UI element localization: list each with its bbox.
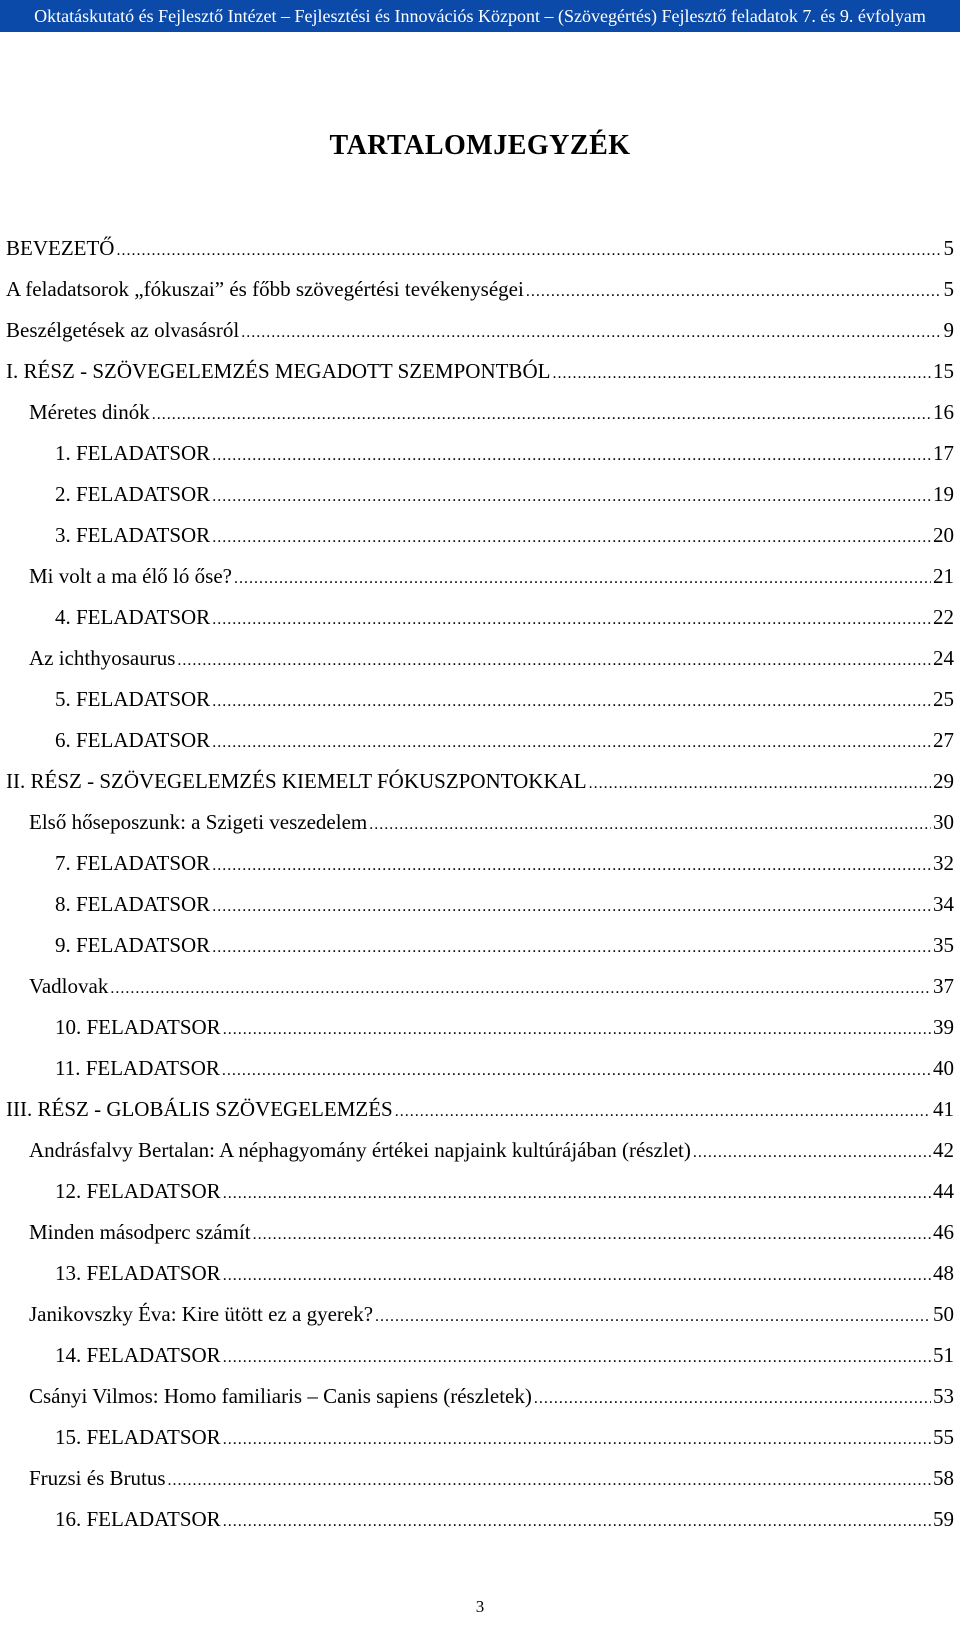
toc-entry[interactable] xyxy=(6,972,954,1013)
toc-entry-label: III. RÉSZ - GLOBÁLIS SZÖVEGELEMZÉS xyxy=(6,1097,393,1121)
toc-entry-label: Vadlovak xyxy=(29,974,109,998)
toc-dot-leader xyxy=(212,606,931,634)
toc-entry-label: Beszélgetések az olvasásról xyxy=(6,318,240,342)
toc-dot-leader xyxy=(552,360,931,388)
toc-entry[interactable] xyxy=(6,1505,954,1546)
toc-dot-leader xyxy=(212,442,931,470)
toc-entry[interactable] xyxy=(6,644,954,685)
toc-entry-label: 10. FELADATSOR xyxy=(55,1015,221,1039)
toc-entry-page: 20 xyxy=(933,523,954,547)
toc-entry-label: 11. FELADATSOR xyxy=(55,1056,220,1080)
toc-dot-leader xyxy=(223,1262,931,1290)
toc-entry[interactable] xyxy=(6,521,954,562)
toc-dot-leader xyxy=(222,1057,931,1085)
toc-entry-label: 14. FELADATSOR xyxy=(55,1343,221,1367)
toc-entry-label: Andrásfalvy Bertalan: A néphagyomány értékei napjaink kultúrájában (részlet) xyxy=(29,1138,691,1162)
toc-entry-label: 1. FELADATSOR xyxy=(55,441,211,465)
toc-entry[interactable] xyxy=(6,1013,954,1054)
toc-dot-leader xyxy=(152,401,931,429)
toc-entry-label: Az ichthyosaurus xyxy=(29,646,176,670)
toc-entry[interactable] xyxy=(6,439,954,480)
toc-entry-page: 22 xyxy=(933,605,954,629)
toc-entry[interactable] xyxy=(6,808,954,849)
toc-entry-label: Első hőseposzunk: a Szigeti veszedelem xyxy=(29,810,368,834)
toc-entry-page: 16 xyxy=(933,400,954,424)
toc-entry-label: 3. FELADATSOR xyxy=(55,523,211,547)
toc-entry[interactable] xyxy=(6,357,954,398)
toc-dot-leader xyxy=(241,319,941,347)
toc-entry-label: A feladatsorok „fókuszai” és főbb szövegértési tevékenységei xyxy=(6,277,524,301)
toc-entry[interactable] xyxy=(6,1136,954,1177)
toc-entry-page: 21 xyxy=(933,564,954,588)
toc-entry-page: 48 xyxy=(933,1261,954,1285)
toc-entry-label: 9. FELADATSOR xyxy=(55,933,211,957)
toc-dot-leader xyxy=(223,1180,931,1208)
toc-entry[interactable] xyxy=(6,234,954,275)
toc-entry-page: 37 xyxy=(933,974,954,998)
toc-dot-leader xyxy=(234,565,931,593)
toc-entry[interactable] xyxy=(6,1423,954,1464)
toc-entry[interactable] xyxy=(6,685,954,726)
toc-entry[interactable] xyxy=(6,931,954,972)
toc-entry[interactable] xyxy=(6,1095,954,1136)
toc-entry-page: 29 xyxy=(933,769,954,793)
toc-entry[interactable] xyxy=(6,849,954,890)
toc-entry[interactable] xyxy=(6,1054,954,1095)
toc-entry[interactable] xyxy=(6,1341,954,1382)
toc-entry-label: Fruzsi és Brutus xyxy=(29,1466,166,1490)
toc-entry[interactable] xyxy=(6,1382,954,1423)
page-title: TARTALOMJEGYZÉK xyxy=(329,130,631,161)
toc-entry-page: 51 xyxy=(933,1343,954,1367)
toc-dot-leader xyxy=(177,647,931,675)
toc-dot-leader xyxy=(395,1098,931,1126)
toc-dot-leader xyxy=(693,1139,931,1167)
toc-dot-leader xyxy=(589,770,931,798)
toc-entry-page: 42 xyxy=(933,1138,954,1162)
toc-entry-page: 44 xyxy=(933,1179,954,1203)
toc-dot-leader xyxy=(168,1467,932,1495)
toc-entry-page: 17 xyxy=(933,441,954,465)
toc-entry-page: 32 xyxy=(933,851,954,875)
toc-entry-page: 5 xyxy=(943,236,954,260)
toc-entry-label: 6. FELADATSOR xyxy=(55,728,211,752)
toc-entry-page: 58 xyxy=(933,1466,954,1490)
toc-entry-label: BEVEZETŐ xyxy=(6,236,115,260)
toc-entry[interactable] xyxy=(6,316,954,357)
toc-dot-leader xyxy=(526,278,942,306)
toc-dot-leader xyxy=(253,1221,931,1249)
toc-entry-page: 15 xyxy=(933,359,954,383)
toc-entry-page: 40 xyxy=(933,1056,954,1080)
toc-dot-leader xyxy=(223,1426,931,1454)
toc-entry-page: 39 xyxy=(933,1015,954,1039)
toc-entry[interactable] xyxy=(6,1218,954,1259)
toc-entry[interactable] xyxy=(6,890,954,931)
toc-dot-leader xyxy=(110,975,931,1003)
toc-entry-label: 16. FELADATSOR xyxy=(55,1507,221,1531)
toc-entry-page: 9 xyxy=(943,318,954,342)
toc-dot-leader xyxy=(212,483,931,511)
toc-entry-page: 19 xyxy=(933,482,954,506)
toc-entry-page: 34 xyxy=(933,892,954,916)
toc-entry[interactable] xyxy=(6,726,954,767)
toc-entry[interactable] xyxy=(6,1177,954,1218)
toc-entry-page: 35 xyxy=(933,933,954,957)
toc-entry-page: 55 xyxy=(933,1425,954,1449)
toc-entry[interactable] xyxy=(6,275,954,316)
toc-entry-page: 59 xyxy=(933,1507,954,1531)
toc-dot-leader xyxy=(212,688,931,716)
toc-entry-label: Janikovszky Éva: Kire ütött ez a gyerek? xyxy=(29,1302,374,1326)
toc-entry-page: 30 xyxy=(933,810,954,834)
toc-dot-leader xyxy=(223,1508,931,1536)
toc-entry-label: II. RÉSZ - SZÖVEGELEMZÉS KIEMELT FÓKUSZPONTOKKAL xyxy=(6,769,587,793)
toc-entry-label: 4. FELADATSOR xyxy=(55,605,211,629)
toc-entry[interactable] xyxy=(6,1300,954,1341)
toc-entry-label: Mi volt a ma élő ló őse? xyxy=(29,564,232,588)
toc-entry[interactable] xyxy=(6,398,954,439)
toc-dot-leader xyxy=(116,237,941,265)
toc-entry-label: Csányi Vilmos: Homo familiaris – Canis sapiens (részletek) xyxy=(29,1384,532,1408)
toc-entry-page: 5 xyxy=(943,277,954,301)
toc-entry-label: 7. FELADATSOR xyxy=(55,851,211,875)
toc-entry-label: 2. FELADATSOR xyxy=(55,482,211,506)
toc-entry-page: 53 xyxy=(933,1384,954,1408)
toc-entry-label: Méretes dinók xyxy=(29,400,150,424)
toc-entry[interactable] xyxy=(6,562,954,603)
document-header: Oktatáskutató és Fejlesztő Intézet – Fejlesztési és Innovációs Központ – (Szövegértés) Fejlesztő feladatok 7. és 9. évfolyam xyxy=(0,0,960,32)
toc-dot-leader xyxy=(375,1303,931,1331)
toc-dot-leader xyxy=(534,1385,931,1413)
toc-entry[interactable] xyxy=(6,1259,954,1300)
toc-entry-label: I. RÉSZ - SZÖVEGELEMZÉS MEGADOTT SZEMPONTBÓL xyxy=(6,359,551,383)
toc-dot-leader xyxy=(212,893,931,921)
toc-entry-page: 25 xyxy=(933,687,954,711)
toc-entry-label: 8. FELADATSOR xyxy=(55,892,211,916)
toc-entry[interactable] xyxy=(6,1464,954,1505)
toc-entry-page: 41 xyxy=(933,1097,954,1121)
toc-entry-page: 27 xyxy=(933,728,954,752)
table-of-contents xyxy=(6,234,954,1546)
toc-entry[interactable] xyxy=(6,767,954,808)
toc-entry-page: 46 xyxy=(933,1220,954,1244)
toc-dot-leader xyxy=(223,1344,931,1372)
toc-entry-page: 50 xyxy=(933,1302,954,1326)
toc-entry[interactable] xyxy=(6,603,954,644)
toc-entry-label: 12. FELADATSOR xyxy=(55,1179,221,1203)
toc-entry-label: 5. FELADATSOR xyxy=(55,687,211,711)
toc-entry-label: 13. FELADATSOR xyxy=(55,1261,221,1285)
page-number: 3 xyxy=(475,1597,485,1616)
toc-dot-leader xyxy=(212,852,931,880)
toc-dot-leader xyxy=(212,524,931,552)
toc-entry[interactable] xyxy=(6,480,954,521)
toc-dot-leader xyxy=(212,934,931,962)
toc-dot-leader xyxy=(223,1016,931,1044)
toc-dot-leader xyxy=(369,811,931,839)
toc-entry-label: Minden másodperc számít xyxy=(29,1220,251,1244)
toc-entry-label: 15. FELADATSOR xyxy=(55,1425,221,1449)
toc-entry-page: 24 xyxy=(933,646,954,670)
toc-dot-leader xyxy=(212,729,931,757)
